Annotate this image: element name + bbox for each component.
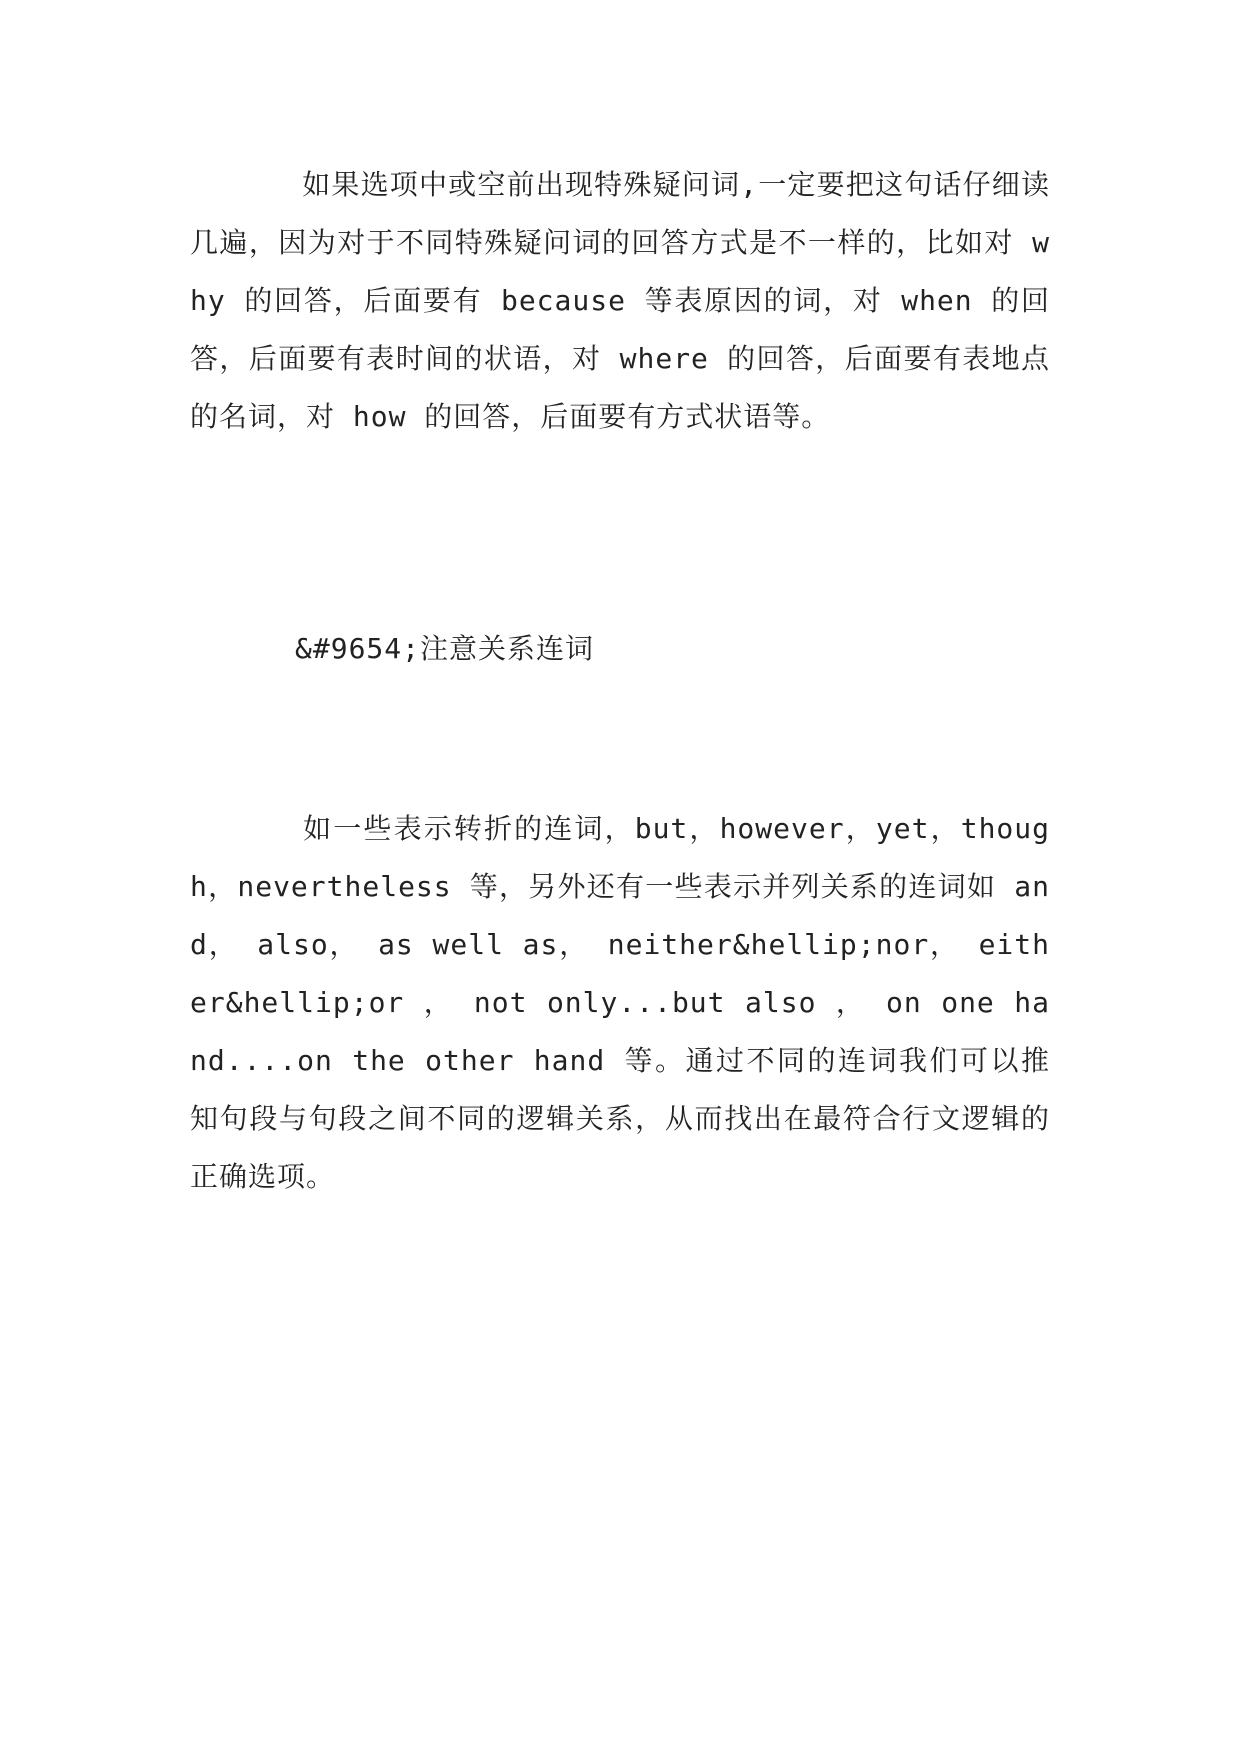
paragraph-conjunctions [190, 800, 1050, 1206]
section-heading: &#9654;注意关系连词 [295, 632, 595, 665]
paragraph-question-words [190, 156, 1050, 446]
paragraph-1-text: 如果选项中或空前出现特殊疑问词,一定要把这句话仔细读几遍，因为对于不同特殊疑问词的回答方式是不一样的，比如对 why 的回答，后面要有 because 等表原因的词，对 when 的回答，后面要有表时间的状语，对 where 的回答，后面要有表地点的名词，对 how 的回答，后面要有方式状语等。 [190, 168, 1050, 433]
paragraph-2-text: 如一些表示转折的连词，but，however，yet，though，nevertheless 等，另外还有一些表示并列关系的连词如 and， also， as well as， neither&hellip;nor， either&hellip;or ， not only...but also ， on one hand....on the other hand 等。通过不同的连词我们可以推知句段与句段之间不同的逻辑关系，从而找出在最符合行文逻辑的正确选项。 [190, 812, 1050, 1193]
